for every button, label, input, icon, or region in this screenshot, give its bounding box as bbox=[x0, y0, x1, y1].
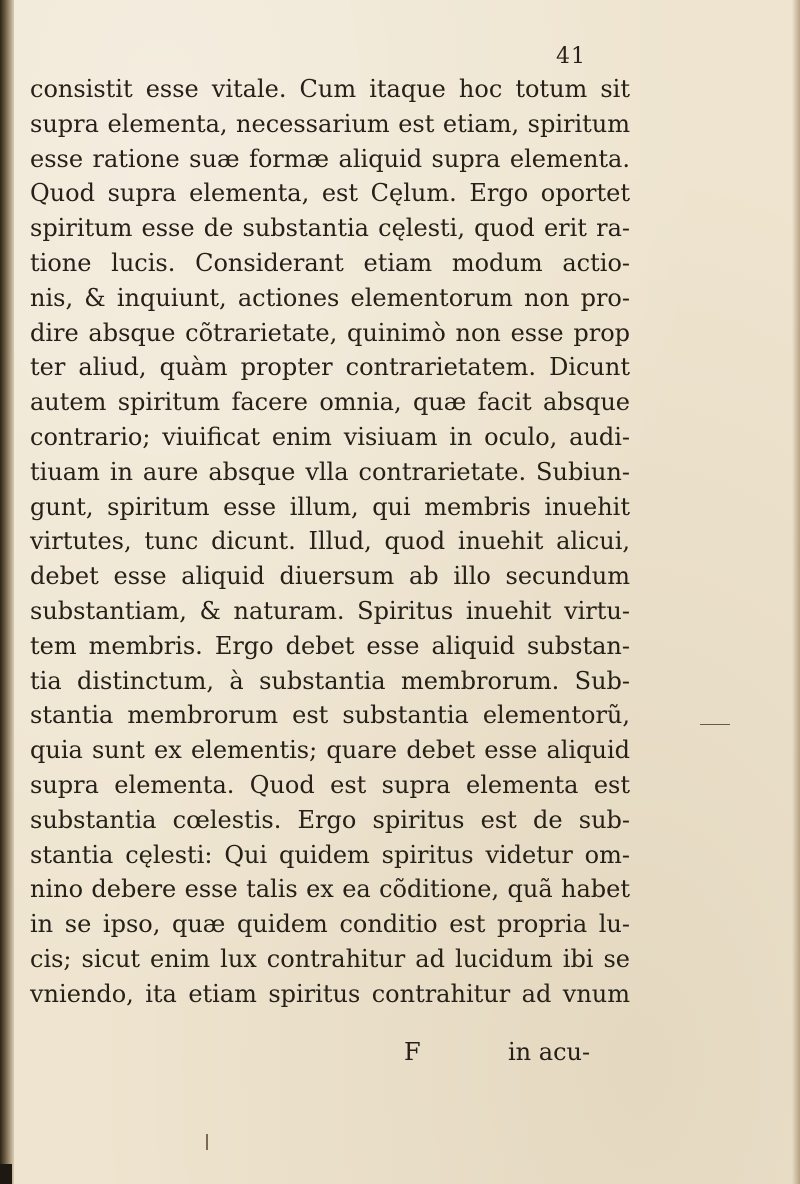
body-text bbox=[30, 72, 630, 1012]
text-line: virtutes, tunc dicunt. Illud, quod inuehit alicui, bbox=[30, 527, 630, 556]
text-line: tia distinctum, à substantia membrorum. Sub- bbox=[30, 666, 630, 695]
page-edge-shadow bbox=[792, 0, 800, 1184]
text-line: quia sunt ex elementis; quare debet esse aliquid bbox=[30, 736, 630, 765]
text-line: vniendo, ita etiam spiritus contrahitur ad vnum bbox=[30, 979, 630, 1008]
text-line: in se ipso, quæ quidem conditio est propria lu- bbox=[30, 910, 630, 939]
text-line: Quod supra elementa, est Cęlum. Ergo oportet bbox=[30, 179, 630, 208]
text-line: supra elementa. Quod est supra elementa est bbox=[30, 770, 630, 799]
text-line: ter aliud, quàm propter contrarietatem. Dicunt bbox=[30, 353, 630, 382]
text-line: substantia cœlestis. Ergo spiritus est de sub- bbox=[30, 805, 630, 834]
text-line: substantiam, & naturam. Spiritus inuehit virtu- bbox=[30, 596, 630, 625]
text-line: stantia cęlesti: Qui quidem spiritus videtur om- bbox=[30, 840, 630, 869]
text-line: tiuam in aure absque vlla contrarietate. Subiun- bbox=[30, 457, 630, 486]
text-line: debet esse aliquid diuersum ab illo secundum bbox=[30, 562, 630, 591]
text-line: esse ratione suæ formæ aliquid supra elementa. bbox=[30, 144, 630, 173]
text-line: contrario; viuificat enim visiuam in oculo, audi- bbox=[30, 422, 630, 451]
text-line: dire absque cõtrarietate, quinimò non esse prop bbox=[30, 318, 630, 347]
text-line: spiritum esse de substantia cęlesti, quod erit ra- bbox=[30, 214, 630, 243]
signature-mark: F bbox=[404, 1038, 421, 1066]
binding-corner bbox=[0, 1164, 12, 1184]
text-line: supra elementa, necessarium est etiam, spiritum bbox=[30, 109, 630, 138]
text-line: gunt, spiritum esse illum, qui membris inuehit bbox=[30, 492, 630, 521]
catchword: in acu- bbox=[508, 1038, 591, 1066]
text-line: consistit esse vitale. Cum itaque hoc totum sit bbox=[30, 75, 630, 103]
text-line: tione lucis. Considerant etiam modum actio- bbox=[30, 248, 630, 277]
text-line: cis; sicut enim lux contrahitur ad lucidum ibi se bbox=[30, 944, 630, 973]
text-line: nis, & inquiunt, actiones elementorum non pro- bbox=[30, 283, 630, 312]
stray-ink-mark bbox=[206, 1134, 208, 1150]
text-line: nino debere esse talis ex ea cõditione, quã habet bbox=[30, 875, 630, 904]
text-line: stantia membrorum est substantia elementorũ, bbox=[30, 701, 630, 730]
margin-mark bbox=[700, 724, 730, 725]
text-line: tem membris. Ergo debet esse aliquid substan- bbox=[30, 631, 630, 660]
binding-shadow bbox=[0, 0, 14, 1184]
page-number: 41 bbox=[556, 44, 586, 69]
text-line: autem spiritum facere omnia, quæ facit absque bbox=[30, 388, 630, 417]
